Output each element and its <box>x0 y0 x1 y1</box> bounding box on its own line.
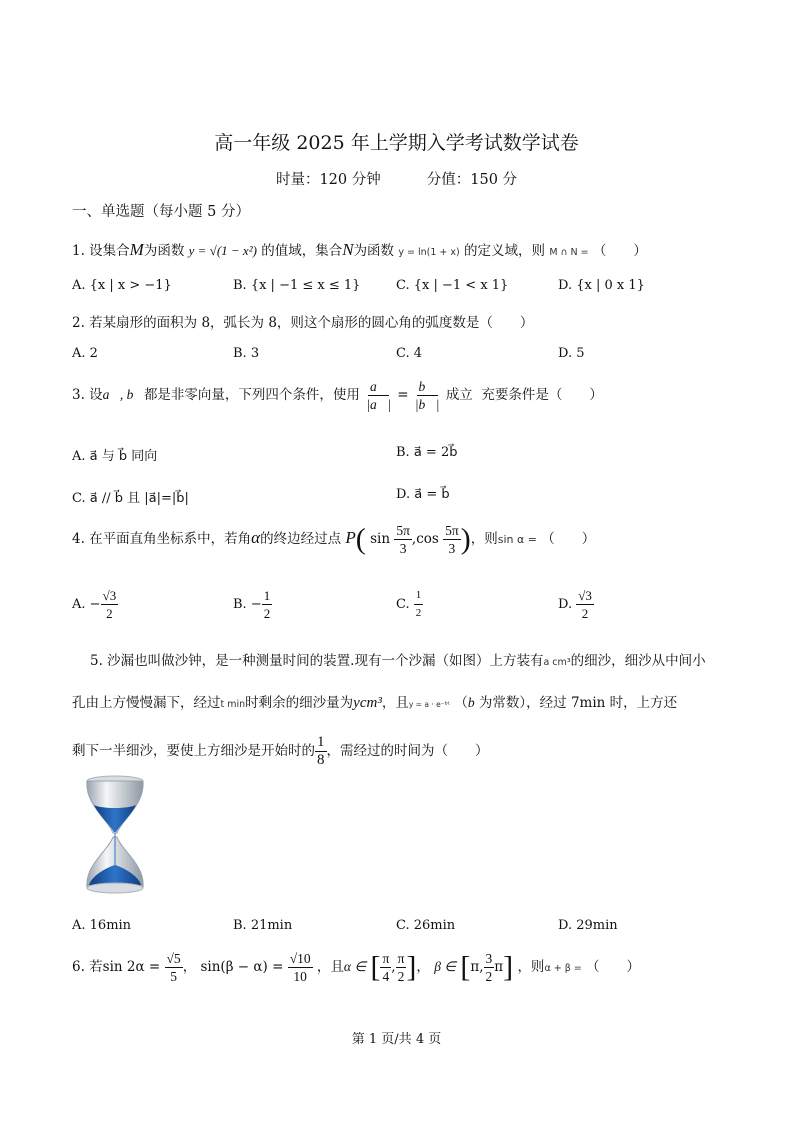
q1-option-a: A. {x | x > −1} <box>72 278 172 293</box>
question-4: 4. 在平面直角坐标系中，若角α的终边经过点 P( sin $\frac{5\pi}{3}$ ,cos $\frac{5\pi}{3}$ )，则sin α = （ ） <box>72 522 596 556</box>
q4-option-b: B. − $\frac{1}{2}$ <box>233 588 271 621</box>
q6-fraction-2: $\frac{√10}{10}$ <box>289 951 311 984</box>
q6-fraction-1: $\frac{√5}{5}$ <box>166 951 181 984</box>
q1-formula-1: y = √(1 − x²) <box>188 243 257 258</box>
q2-option-a: A. 2 <box>72 346 98 361</box>
section-title: 一、单选题（每小题 5 分） <box>72 204 250 220</box>
q3-option-a: A. a⃗ 与 b⃗ 同向 <box>72 449 158 464</box>
total-score: 分值：150 分 <box>426 172 518 188</box>
q4-fraction-cos: $\frac{5\pi}{3}$ <box>445 523 459 556</box>
q1-formula-2: y = ln(1 + x) <box>398 247 460 258</box>
q5-option-c: C. 26min <box>396 918 456 933</box>
q4-fraction-sin: $\frac{5\pi}{3}$ <box>396 523 410 556</box>
q2-option-c: C. 4 <box>396 346 423 361</box>
q2-option-d: D. 5 <box>558 346 585 361</box>
time-limit: 时量：120 分钟 <box>275 172 381 188</box>
question-1: 1. 设集合M为函数 y = √(1 − x²) 的值域，集合N为函数 y = ln(1 + x) 的定义域，则 M ∩ N = （ ） <box>72 240 647 259</box>
question-3: 3. 设a⃗, b⃗都是非零向量，下列四个条件，使用 $\frac{a⃗}{|a⃗|}$ = $\frac{b⃗}{|b⃗|}$ 成立 充要条件是（ ） <box>72 379 603 412</box>
hourglass-icon <box>80 775 150 895</box>
q1-option-b: B. {x | −1 ≤ x ≤ 1} <box>233 278 361 293</box>
q5-option-d: D. 29min <box>558 918 618 933</box>
q3-fraction-a: $\frac{a⃗}{|a⃗|}$ <box>366 379 391 412</box>
question-2: 2. 若某扇形的面积为 8，弧长为 8，则这个扇形的圆心角的弧度数是（ ） <box>72 315 534 331</box>
q1-option-c: C. {x | −1 < x 1} <box>396 278 509 293</box>
q3-option-c: C. a⃗ // b⃗ 且 |a⃗|=|b⃗| <box>72 491 189 506</box>
exam-subtitle <box>0 168 793 189</box>
q5-option-a: A. 16min <box>72 918 132 933</box>
page-footer: 第 1 页/共 4 页 <box>351 1032 442 1047</box>
hourglass-figure <box>80 775 150 895</box>
q3-option-b: B. a⃗ = 2b⃗ <box>396 445 458 460</box>
q4-option-c: C. $\frac{1}{2}$ <box>396 589 422 619</box>
question-6: 6. 若sin 2α = $\frac{√5}{5}$ ， sin(β − α) = $\frac{√10}{10}$ ，且α ∈ [ $\frac{\pi}{4}$ , $\frac{\pi}{2}$ ]， β ∈ [π, $\frac{3}{2}$ π] ，则α + β = （ ） <box>72 950 641 984</box>
q2-option-b: B. 3 <box>233 346 260 361</box>
exam-title: 高一年级 2025 年上学期入学考试数学试卷 <box>214 132 579 154</box>
question-5-line-1: 5. 沙漏也叫做沙钟，是一种测量时间的装置.现有一个沙漏（如图）上方装有a cm³的细沙，细沙从中间小 <box>90 653 706 669</box>
q5-option-b: B. 21min <box>233 918 293 933</box>
question-5-line-2: 孔由上方慢慢漏下，经过t min时剩余的细沙量为ycm³，且y = a · e⁻ᵇᵗ （b 为常数），经过 7min 时，上方还 <box>72 695 678 711</box>
q3-option-d: D. a⃗ = b⃗ <box>396 487 450 502</box>
q3-fraction-b: $\frac{b⃗}{|b⃗|}$ <box>414 379 440 412</box>
q4-option-d: D. $\frac{√3}{2}$ <box>558 588 592 621</box>
q1-option-d: D. {x | 0 x 1} <box>558 278 645 293</box>
q4-option-a: A. − $\frac{√3}{2}$ <box>72 588 117 621</box>
question-5-line-3: 剩下一半细沙，要使上方细沙是开始时的 $\frac{1}{8}$ ，需经过的时间为（ ） <box>72 734 489 768</box>
